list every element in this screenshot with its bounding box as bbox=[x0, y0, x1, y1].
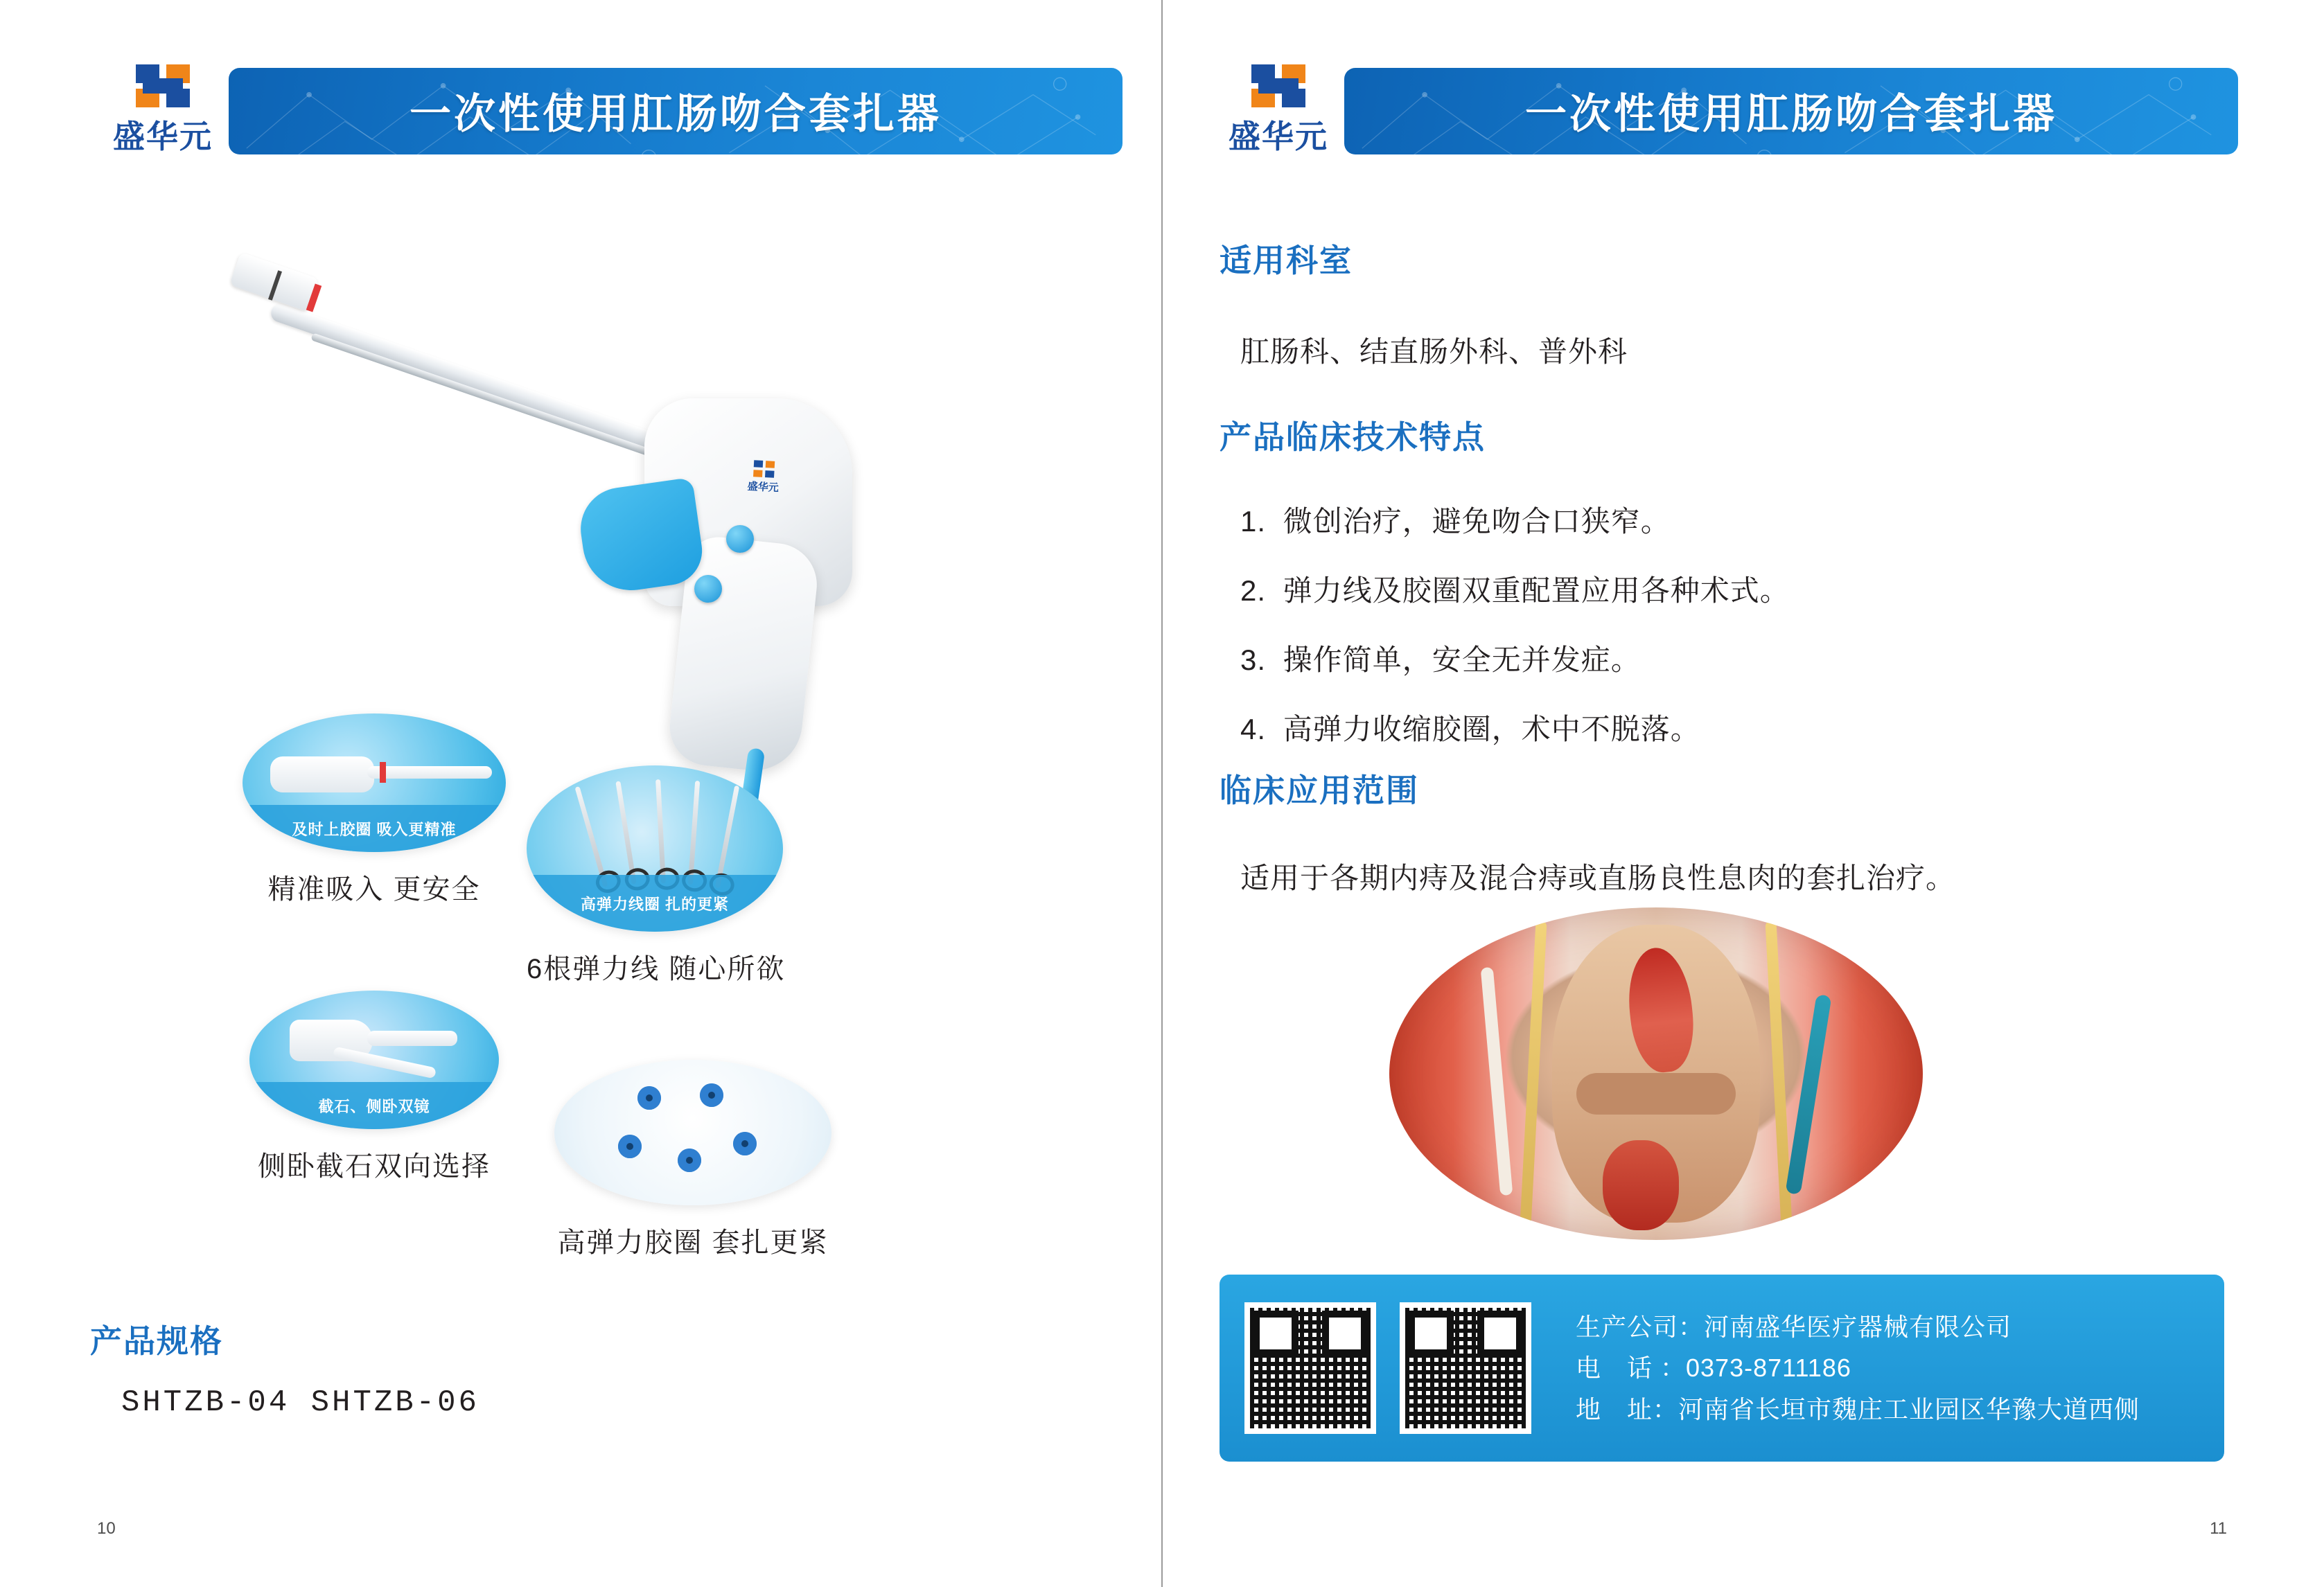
stapler-shaft bbox=[269, 302, 707, 468]
feature-image bbox=[527, 765, 783, 932]
list-item bbox=[1240, 707, 1790, 748]
page-header-right bbox=[1213, 55, 2238, 166]
list-item-text: 操作简单，安全无并发症。 bbox=[1283, 644, 1641, 676]
feature-image bbox=[243, 713, 506, 852]
qr-code-icon[interactable] bbox=[1400, 1302, 1531, 1434]
section-heading-departments: 适用科室 bbox=[1220, 242, 1353, 278]
spec-heading: 产品规格 bbox=[90, 1323, 223, 1359]
stapler-button-lower bbox=[694, 575, 722, 603]
contact-address-label: 地 址： bbox=[1576, 1394, 1679, 1424]
stapler-rod bbox=[310, 333, 680, 466]
anatomy-vessel-white bbox=[1481, 967, 1513, 1196]
feature-image bbox=[249, 991, 499, 1129]
shenghuayuan-logo-icon bbox=[1251, 64, 1305, 107]
anatomy-band-left bbox=[1520, 921, 1547, 1227]
qr-code-icon[interactable] bbox=[1244, 1302, 1376, 1434]
page-number-left: 10 bbox=[97, 1519, 116, 1538]
contact-company bbox=[1576, 1306, 2140, 1347]
contact-company-label: 生产公司： bbox=[1576, 1312, 1705, 1341]
feature-item bbox=[527, 765, 785, 986]
list-item-text: 高弹力收缩胶圈，术中不脱落。 bbox=[1283, 713, 1700, 745]
feature-item bbox=[243, 713, 506, 907]
contact-address bbox=[1576, 1389, 2140, 1430]
feature-item bbox=[554, 1060, 831, 1260]
list-item-text: 微创治疗，避免吻合口狭窄。 bbox=[1283, 505, 1671, 538]
list-item-index: 1. bbox=[1240, 505, 1267, 538]
departments-text: 肛肠科、结直肠外科、普外科 bbox=[1240, 335, 1628, 368]
contact-address-value: 河南省长垣市魏庄工业园区华豫大道西侧 bbox=[1678, 1394, 2140, 1424]
shenghuayuan-logo-icon bbox=[136, 64, 190, 107]
feature-item bbox=[249, 991, 499, 1184]
section-heading-indications: 临床应用范围 bbox=[1220, 772, 1419, 808]
page-header-left bbox=[97, 55, 1123, 166]
tech-points-list bbox=[1240, 499, 1790, 776]
list-item bbox=[1240, 568, 1790, 610]
feature-badge: 高弹力线圈 扎的更紧 bbox=[527, 875, 783, 932]
contact-phone-value: 0373-8711186 bbox=[1686, 1354, 1851, 1383]
stapler-button-upper bbox=[726, 525, 754, 553]
feature-badge: 及时上胶圈 吸入更精准 bbox=[243, 805, 506, 852]
feature-badge: 截石、侧卧双镜 bbox=[249, 1082, 499, 1129]
anatomy-vessel-teal bbox=[1785, 994, 1831, 1195]
brand-logo bbox=[97, 55, 229, 166]
anatomy-hemorrhoid-lower bbox=[1603, 1140, 1679, 1230]
indications-text: 适用于各期内痔及混合痔或直肠良性息肉的套扎治疗。 bbox=[1240, 862, 1956, 894]
feature-caption: 高弹力胶圈 套扎更紧 bbox=[557, 1227, 829, 1258]
list-item-index: 3. bbox=[1240, 644, 1267, 676]
anatomy-illustration bbox=[1389, 907, 1923, 1240]
contact-bar bbox=[1220, 1275, 2224, 1462]
page-number-right: 11 bbox=[2210, 1519, 2227, 1538]
logo-on-device bbox=[734, 456, 794, 499]
feature-caption: 侧卧截石双向选择 bbox=[258, 1151, 491, 1182]
anatomy-fold bbox=[1576, 1073, 1736, 1115]
list-item-index: 4. bbox=[1240, 713, 1267, 745]
brand-logo bbox=[1213, 55, 1344, 166]
title-banner bbox=[229, 68, 1123, 154]
list-item bbox=[1240, 637, 1790, 679]
page-title: 一次性使用肛肠吻合套扎器 bbox=[1525, 91, 2057, 137]
brand-name: 盛华元 bbox=[1229, 118, 1328, 154]
logo-on-device-text: 盛华元 bbox=[747, 480, 780, 495]
contact-phone bbox=[1576, 1347, 2140, 1388]
contact-details bbox=[1576, 1306, 2140, 1430]
feature-caption: 6根弹力线 随心所欲 bbox=[527, 954, 786, 984]
list-item-text: 弹力线及胶圈双重配置应用各种术式。 bbox=[1283, 574, 1790, 607]
list-item-index: 2. bbox=[1240, 574, 1267, 607]
feature-caption: 精准吸入 更安全 bbox=[267, 874, 481, 905]
page-title: 一次性使用肛肠吻合套扎器 bbox=[410, 91, 942, 137]
brand-name: 盛华元 bbox=[113, 118, 213, 154]
list-item bbox=[1240, 499, 1790, 540]
stapler-trigger bbox=[575, 477, 706, 596]
feature-image bbox=[554, 1060, 831, 1205]
contact-company-value: 河南盛华医疗器械有限公司 bbox=[1704, 1312, 2012, 1341]
title-banner bbox=[1344, 68, 2238, 154]
section-heading-features: 产品临床技术特点 bbox=[1220, 419, 1486, 455]
contact-phone-label: 电 话 ： bbox=[1576, 1354, 1687, 1383]
spec-models: SHTZB-04 SHTZB-06 bbox=[121, 1385, 479, 1420]
